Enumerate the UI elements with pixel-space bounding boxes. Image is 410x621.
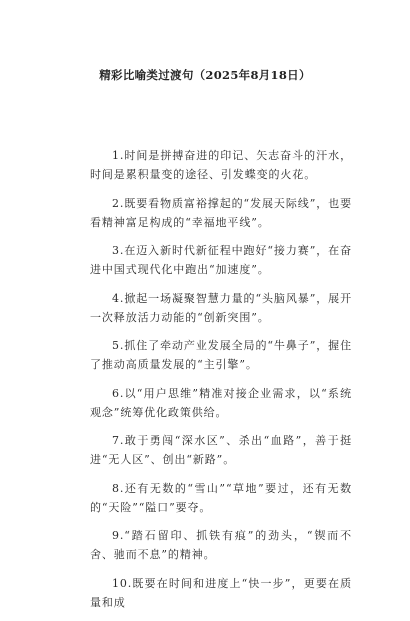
- paragraph-10: 10.既要在时间和进度上“快一步”，更要在质量和成: [90, 576, 352, 609]
- paragraph-6: 6.以“用户思维”精准对接企业需求，以“系统观念”统筹优化政策供给。: [90, 386, 352, 419]
- document-title: 精彩比喻类过渡句（2025年8月18日）: [99, 68, 311, 82]
- paragraph-3: 3.在迈入新时代新征程中跑好“接力赛”，在奋进中国式现代化中跑出“加速度”。: [90, 244, 352, 276]
- paragraph-7: 7.敢于勇闯“深水区”、杀出“血路”，善于挺进“无人区”、创出“新路”。: [90, 434, 352, 466]
- paragraph-9: 9.“踏石留印、抓铁有痕”的劲头，“锲而不舍、驰而不息”的精神。: [90, 529, 352, 561]
- paragraph-2: 2.既要看物质富裕撑起的“发展天际线”，也要看精神富足构成的“幸福地平线”。: [90, 196, 352, 229]
- paragraph-5: 5.抓住了牵动产业发展全局的“牛鼻子”，握住了推动高质量发展的“主引擎”。: [90, 339, 352, 371]
- document-body: [90, 146, 352, 621]
- paragraph-8: 8.还有无数的“雪山”“草地”要过，还有无数的“天险”“隘口”要夺。: [90, 481, 352, 514]
- paragraph-4: 4.掀起一场凝聚智慧力量的“头脑风暴”，展开一次释放活力动能的“创新突围”。: [90, 291, 352, 324]
- paragraph-1: 1.时间是拼搏奋进的印记、矢志奋斗的汗水，时间是累积量变的途径、引发蝶变的火花。: [90, 149, 352, 181]
